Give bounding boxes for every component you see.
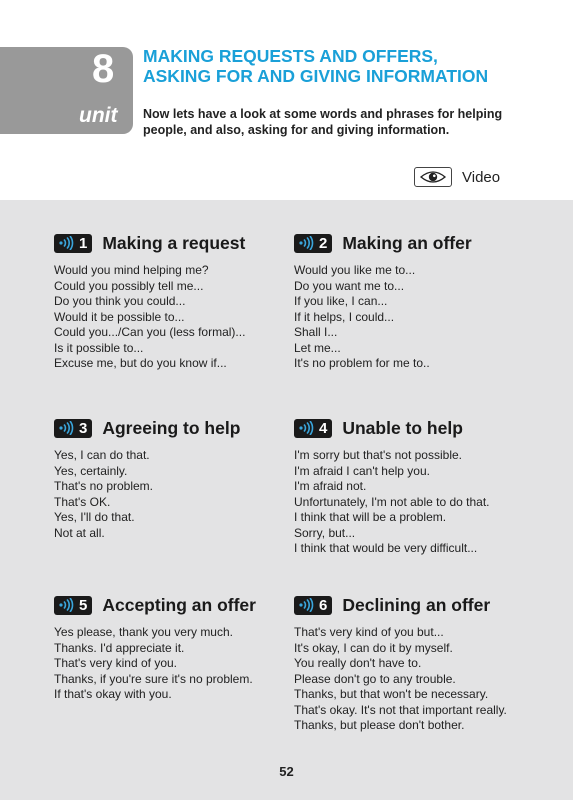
- section-number: 1: [79, 234, 88, 252]
- section-title: Declining an offer: [342, 594, 491, 615]
- section-number: 4: [319, 419, 328, 437]
- audio-icon: [298, 598, 316, 612]
- phrase-item: Yes please, thank you very much.: [54, 625, 233, 639]
- phrase-item: Could you possibly tell me...: [54, 278, 204, 293]
- phrase-item: Thanks, but that won't be necessary.: [294, 687, 489, 701]
- unit-label: unit: [79, 104, 118, 127]
- phrase-item: Thanks, but please don't bother.: [294, 718, 465, 732]
- phrase-item: Do you think you could...: [54, 294, 186, 308]
- phrase-item: I think that will be a problem.: [294, 510, 447, 524]
- section-header: [54, 231, 324, 255]
- section-header: [54, 416, 324, 440]
- phrase-item: Is it possible to...: [54, 340, 144, 355]
- phrase-item: It's no problem for me to..: [294, 356, 430, 370]
- section-accepting-an-offer: [54, 593, 324, 703]
- phrase-item: Do you want me to...: [294, 278, 405, 293]
- title-line-2: ASKING FOR AND GIVING INFORMATION: [143, 66, 489, 86]
- section-declining-an-offer: [294, 593, 564, 734]
- phrase-list: [54, 625, 324, 703]
- section-title: Unable to help: [342, 417, 463, 438]
- unit-number: 8: [92, 47, 115, 91]
- phrase-item: Please don't go to any trouble.: [294, 671, 456, 686]
- video-button[interactable]: [414, 167, 500, 187]
- phrase-list: [54, 448, 324, 541]
- section-header: [54, 593, 324, 617]
- phrase-item: Shall I...: [294, 325, 338, 339]
- section-header: [294, 231, 564, 255]
- section-number: 6: [319, 596, 328, 614]
- audio-icon: [298, 421, 316, 435]
- phrase-item: That's okay. It's not that important really.: [294, 702, 507, 717]
- phrase-list: [294, 625, 564, 734]
- page-number: 52: [279, 764, 294, 779]
- audio-badge[interactable]: [294, 419, 332, 438]
- section-title: Accepting an offer: [102, 594, 256, 615]
- phrase-item: I'm afraid I can't help you.: [294, 463, 430, 478]
- audio-icon: [298, 236, 316, 250]
- section-making-a-request: [54, 231, 324, 372]
- audio-icon: [58, 421, 76, 435]
- phrase-item: That's very kind of you but...: [294, 625, 444, 639]
- audio-badge[interactable]: [54, 419, 92, 438]
- audio-icon: [58, 598, 76, 612]
- section-header: [294, 416, 564, 440]
- section-title: Making a request: [102, 232, 246, 253]
- phrase-item: I think that would be very difficult...: [294, 541, 478, 555]
- video-label: Video: [462, 168, 501, 186]
- phrase-item: You really don't have to.: [294, 656, 422, 670]
- section-number: 3: [79, 419, 88, 437]
- intro-text: Now lets have a look at some words and phrases for helping people, and also, asking for and giving information.: [143, 107, 503, 137]
- phrase-item: I'm afraid not.: [294, 479, 367, 493]
- phrase-item: Would you mind helping me?: [54, 263, 209, 277]
- phrase-list: [54, 263, 324, 372]
- phrase-item: If it helps, I could...: [294, 309, 395, 324]
- phrase-item: Yes, I'll do that.: [54, 510, 135, 524]
- phrase-list: [294, 263, 564, 372]
- section-number: 2: [319, 234, 328, 252]
- audio-badge[interactable]: [54, 596, 92, 615]
- phrase-item: That's very kind of you.: [54, 656, 178, 670]
- phrase-item: Yes, certainly.: [54, 463, 128, 478]
- section-header: [294, 593, 564, 617]
- phrase-item: Could you.../Can you (less formal)...: [54, 325, 246, 339]
- section-title: Agreeing to help: [102, 417, 241, 438]
- phrase-item: Thanks, if you're sure it's no problem.: [54, 671, 253, 686]
- phrase-item: That's OK.: [54, 494, 111, 509]
- phrase-item: Not at all.: [54, 525, 105, 540]
- eye-icon: [414, 167, 452, 187]
- section-number: 5: [79, 596, 88, 614]
- phrase-item: Would it be possible to...: [54, 309, 185, 324]
- title-line-1: MAKING REQUESTS AND OFFERS,: [143, 46, 438, 66]
- phrase-item: That's no problem.: [54, 479, 154, 493]
- phrase-item: If that's okay with you.: [54, 687, 172, 701]
- phrase-item: If you like, I can...: [294, 294, 388, 308]
- phrase-list: [294, 448, 564, 557]
- section-agreeing-to-help: [54, 416, 324, 541]
- audio-badge[interactable]: [54, 234, 92, 253]
- phrase-item: Thanks. I'd appreciate it.: [54, 640, 185, 655]
- phrase-item: I'm sorry but that's not possible.: [294, 448, 462, 462]
- page-title: [143, 46, 488, 86]
- phrase-item: Excuse me, but do you know if...: [54, 356, 227, 370]
- audio-badge[interactable]: [294, 234, 332, 253]
- section-making-an-offer: [294, 231, 564, 372]
- phrase-item: Yes, I can do that.: [54, 448, 150, 462]
- section-unable-to-help: [294, 416, 564, 557]
- audio-icon: [58, 236, 76, 250]
- phrase-item: Let me...: [294, 340, 341, 355]
- phrase-item: Unfortunately, I'm not able to do that.: [294, 494, 490, 509]
- section-title: Making an offer: [342, 232, 472, 253]
- phrase-item: Would you like me to...: [294, 263, 416, 277]
- audio-badge[interactable]: [294, 596, 332, 615]
- phrase-item: It's okay, I can do it by myself.: [294, 640, 453, 655]
- phrase-item: Sorry, but...: [294, 525, 356, 540]
